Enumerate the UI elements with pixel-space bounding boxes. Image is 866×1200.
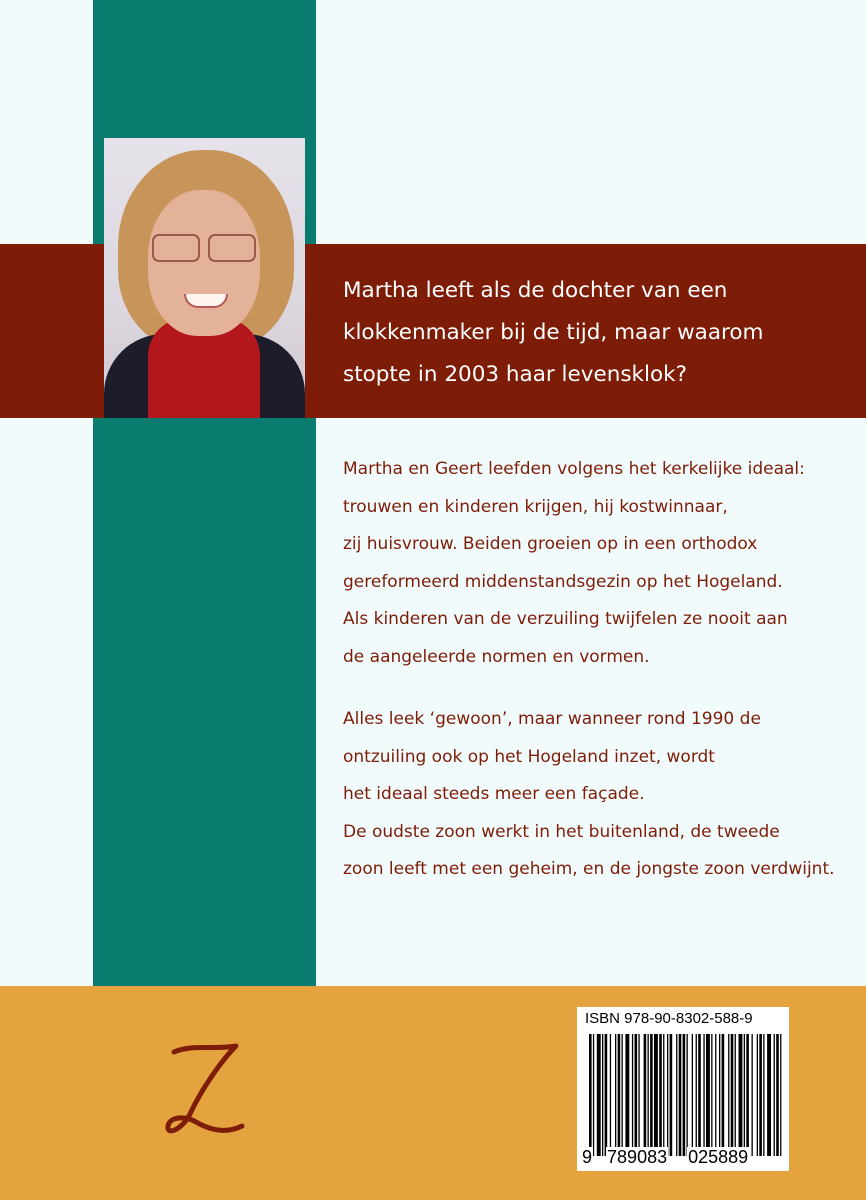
paragraph-2 [343, 701, 863, 889]
barcode-bar [654, 1034, 658, 1156]
barcode-bar [644, 1034, 647, 1156]
barcode-bar [610, 1034, 611, 1156]
barcode-bar [752, 1034, 753, 1156]
isbn-label: ISBN 978-90-8302-588-9 [585, 1010, 753, 1027]
barcode-bar [774, 1034, 775, 1156]
barcode-bar [711, 1034, 712, 1156]
publisher-logo [152, 1030, 252, 1150]
barcode-bar [676, 1034, 677, 1156]
barcode-bar [706, 1034, 710, 1156]
barcode-bar [696, 1034, 697, 1156]
barcode-digit-first: 9 [582, 1147, 593, 1167]
barcode [577, 1007, 789, 1171]
barcode-bar [635, 1034, 638, 1156]
barcode-bar [731, 1034, 734, 1156]
barcode-bar [667, 1034, 668, 1156]
blurb-line: stopte in 2003 haar levensklok? [343, 362, 687, 387]
barcode-bar [739, 1034, 743, 1156]
barcode-bar [780, 1034, 781, 1156]
barcode-bar [618, 1034, 621, 1156]
blurb-line: Martha leeft als de dochter van een [343, 278, 728, 303]
paragraph-line: gereformeerd middenstandsgezin op het Hogeland. [343, 571, 783, 592]
barcode-bar [605, 1034, 608, 1156]
barcode-bar [670, 1034, 673, 1156]
author-photo [104, 138, 305, 418]
barcode-bar [650, 1034, 653, 1156]
paragraph-line: De oudste zoon werkt in het buitenland, de tweede [343, 821, 780, 842]
barcode-bar [763, 1034, 764, 1156]
paragraph-line: het ideaal steeds meer een façade. [343, 784, 645, 805]
paragraph-1 [343, 451, 863, 677]
barcode-bar [687, 1034, 688, 1156]
paragraph-line: zoon leeft met een geheim, en de jongste zoon verdwijnt. [343, 859, 835, 880]
barcode-digits [581, 1147, 787, 1168]
barcode-digits-right: 025889 [688, 1147, 749, 1167]
barcode-bar [744, 1034, 745, 1156]
paragraph-line: trouwen en kinderen krijgen, hij kostwinnaar, [343, 496, 728, 517]
barcode-bar [767, 1034, 771, 1156]
barcode-bar [615, 1034, 616, 1156]
barcode-bar [679, 1034, 682, 1156]
barcode-bar [622, 1034, 623, 1156]
paragraph-line: Alles leek ‘gewoon’, maar wanneer rond 1990 de [343, 709, 761, 729]
barcode-digits-left: 789083 [607, 1147, 668, 1167]
barcode-bar [698, 1034, 701, 1156]
barcode-bar [683, 1034, 686, 1156]
blurb-teaser [343, 270, 843, 396]
barcode-bar [759, 1034, 762, 1156]
barcode-bar [625, 1034, 629, 1156]
barcode-bar [663, 1034, 664, 1156]
barcode-bar [746, 1034, 749, 1156]
barcode-bar [722, 1034, 725, 1156]
barcode-bar [728, 1034, 729, 1156]
barcode-bar [735, 1034, 736, 1156]
barcode-bar [602, 1034, 603, 1156]
barcode-bar [593, 1034, 594, 1156]
barcode-bar [703, 1034, 704, 1156]
blurb-line: klokkenmaker bij de tijd, maar waarom [343, 320, 764, 345]
paragraph-line: Martha en Geert leefden volgens het kerkelijke ideaal: [343, 459, 805, 479]
barcode-bar [776, 1034, 779, 1156]
barcode-bar [648, 1034, 649, 1156]
paragraph-line: de aangeleerde normen en vormen. [343, 646, 650, 667]
barcode-bar [715, 1034, 716, 1156]
barcode-bar [597, 1034, 601, 1156]
barcode-bar [632, 1034, 633, 1156]
barcode-bar [659, 1034, 662, 1156]
barcode-bar [638, 1034, 639, 1156]
barcode-bars [577, 1034, 789, 1156]
paragraph-line: zij huisvrouw. Beiden groeien op in een orthodox [343, 534, 758, 555]
paragraph-line: Als kinderen van de verzuiling twijfelen ze nooit aan [343, 609, 788, 630]
barcode-bar [692, 1034, 693, 1156]
barcode-bar [589, 1034, 592, 1156]
barcode-bar [757, 1034, 758, 1156]
barcode-bar [719, 1034, 720, 1156]
paragraph-line: ontzuiling ook op het Hogeland inzet, wordt [343, 746, 715, 767]
